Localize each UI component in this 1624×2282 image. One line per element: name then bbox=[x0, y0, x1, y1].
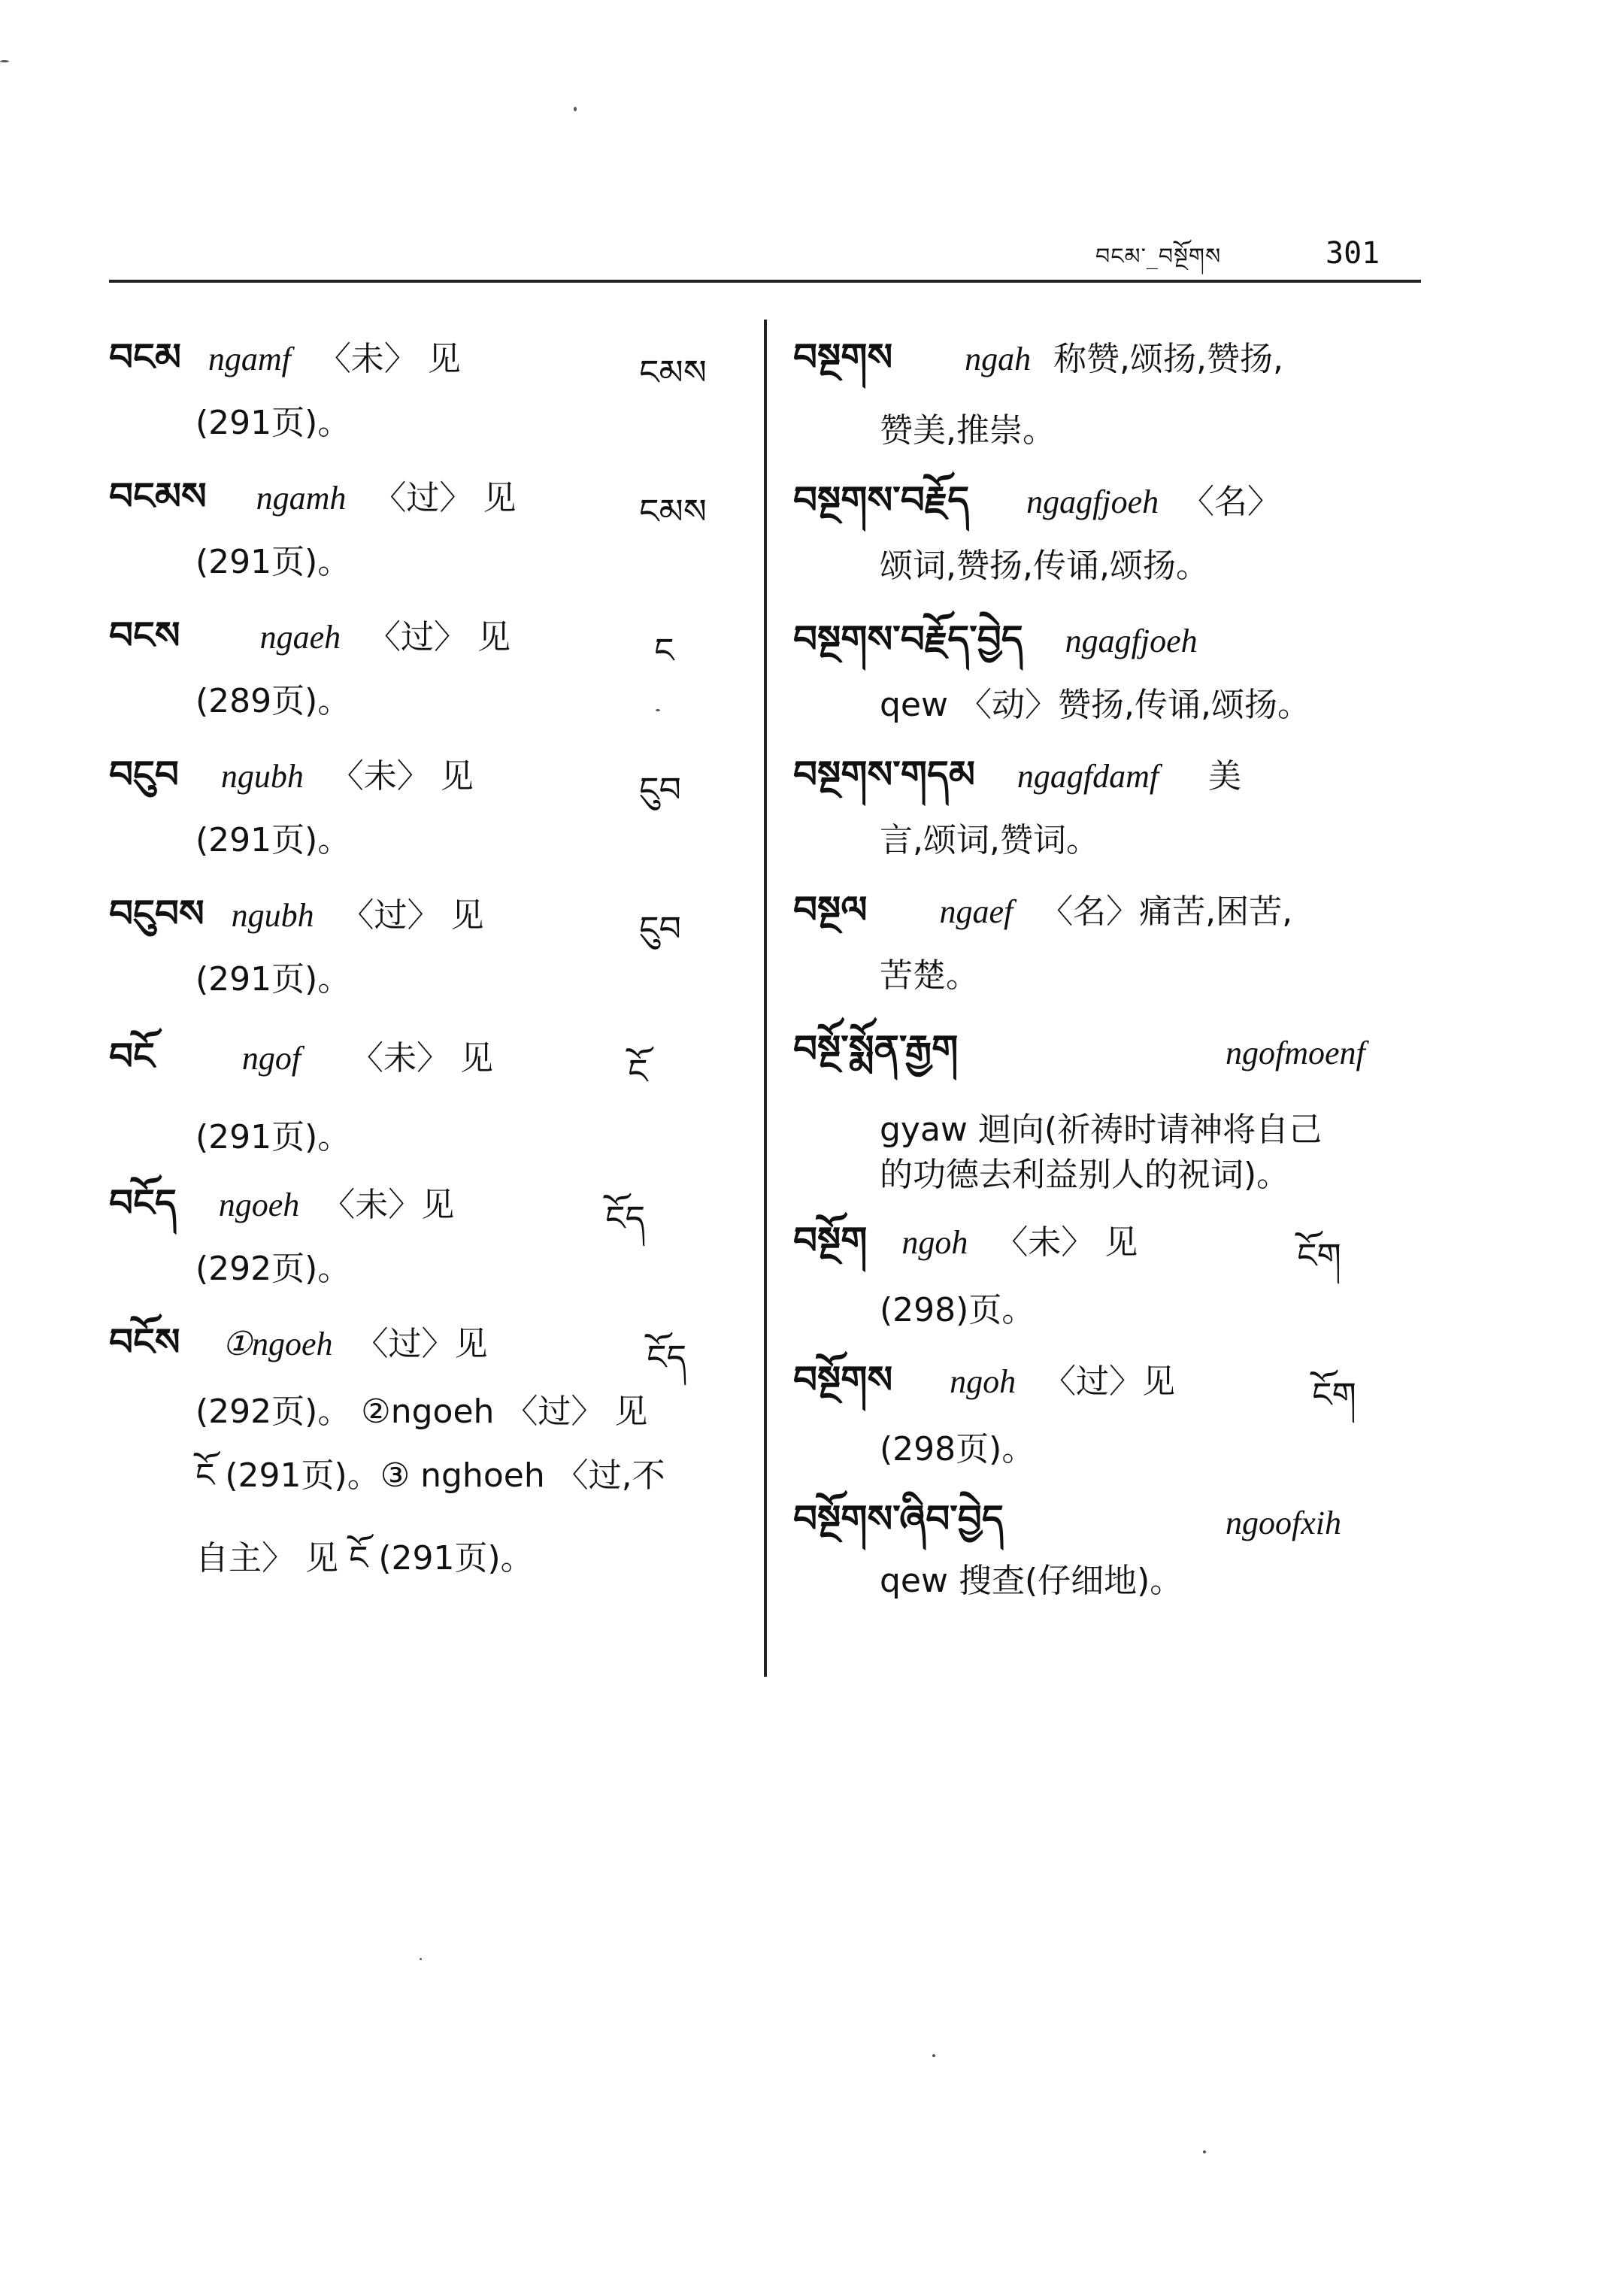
headword: བངས bbox=[109, 614, 180, 657]
definition: 〈未〉 见 bbox=[350, 1039, 493, 1077]
cross-reference: ངུབ bbox=[639, 769, 682, 810]
definition: 〈未〉 见 bbox=[317, 340, 461, 378]
romanization: ngubh bbox=[220, 758, 304, 795]
continuation-line: qew 〈动〉赞扬,传诵,颂扬。 bbox=[880, 686, 1310, 724]
scan-speck bbox=[932, 2054, 935, 2057]
romanization: ngoh bbox=[950, 1363, 1017, 1400]
page-header bbox=[109, 224, 1421, 284]
continuation-line: 言,颂词,赞词。 bbox=[880, 821, 1099, 859]
definition: 〈未〉见 bbox=[322, 1186, 455, 1224]
scan-speck bbox=[1203, 2150, 1206, 2153]
continuation-line: qew 搜查(仔细地)。 bbox=[880, 1562, 1183, 1600]
continuation-line: (291页)。 bbox=[195, 960, 351, 999]
romanization: ngoeh bbox=[218, 1186, 300, 1223]
headword: བངམ bbox=[109, 335, 181, 379]
cross-reference: ང bbox=[654, 630, 674, 671]
continuation-line: 的功德去利益别人的祝词)。 bbox=[880, 1156, 1290, 1194]
romanization: ①ngoeh bbox=[222, 1326, 333, 1362]
continuation-line: (298)页。 bbox=[880, 1291, 1035, 1329]
romanization: ngamf bbox=[208, 341, 291, 377]
romanization: ngah bbox=[965, 341, 1032, 377]
scan-speck bbox=[656, 709, 660, 711]
continuation-line: (291页)。 bbox=[195, 404, 351, 442]
cross-reference: ངུབ bbox=[639, 908, 682, 949]
cross-reference: ངམས bbox=[639, 352, 707, 392]
romanization: ngoofxih bbox=[1226, 1505, 1341, 1541]
cross-reference: ངམས bbox=[639, 491, 707, 532]
definition: 〈名〉痛苦,困苦, bbox=[1040, 892, 1293, 931]
romanization: ngof bbox=[241, 1040, 301, 1077]
continuation-line: ངོ (291页)。③ nghoeh 〈过,不 bbox=[195, 1456, 665, 1495]
romanization: ngagfjoeh bbox=[1065, 623, 1198, 659]
headword: བསྔགས་བརྗོད་བྱེད bbox=[793, 617, 1023, 661]
romanization: ngubh bbox=[231, 897, 314, 934]
romanization: ngaeh bbox=[259, 619, 341, 656]
romanization: ngamh bbox=[256, 480, 347, 517]
continuation-line: (292页)。 bbox=[195, 1250, 351, 1288]
romanization: ngofmoenf bbox=[1226, 1035, 1365, 1071]
headword: བསྔལ bbox=[793, 888, 868, 932]
headword: བངོས bbox=[109, 1320, 180, 1364]
headword: བསྔགས་བརྗོད bbox=[793, 478, 970, 522]
page-number: 301 bbox=[1326, 236, 1380, 271]
definition: 〈过〉见 bbox=[355, 1325, 488, 1363]
definition: 〈过〉 见 bbox=[341, 896, 484, 935]
continuation-line: (298页)。 bbox=[880, 1430, 1035, 1468]
cross-reference: ངོད bbox=[647, 1337, 687, 1377]
continuation-line: 苦楚。 bbox=[880, 956, 979, 995]
cross-reference: ངོད bbox=[605, 1198, 646, 1238]
continuation-line: gyaw 迴向(祈祷时请神将自己 bbox=[880, 1111, 1323, 1149]
scan-speck bbox=[0, 60, 9, 62]
continuation-line: (291页)。 bbox=[195, 821, 351, 859]
definition: 〈过〉 见 bbox=[368, 618, 511, 656]
headword: བངུབ bbox=[109, 753, 179, 796]
definition: 〈未〉 见 bbox=[995, 1223, 1138, 1262]
header-rule bbox=[109, 280, 1421, 283]
definition: 〈名〉 bbox=[1181, 483, 1281, 521]
continuation-line: (291页)。 bbox=[195, 1118, 351, 1156]
scan-speck bbox=[574, 107, 577, 111]
continuation-line: 颂词,赞扬,传诵,颂扬。 bbox=[880, 547, 1209, 585]
cross-reference: ངོ bbox=[628, 1051, 648, 1092]
column-divider bbox=[764, 320, 767, 1677]
romanization: ngoh bbox=[901, 1224, 968, 1261]
headword: བསྔོ་སྨོན་རྒྱག bbox=[793, 1027, 959, 1071]
definition: 称赞,颂扬,赞扬, bbox=[1053, 340, 1284, 378]
scan-speck bbox=[420, 1958, 422, 1960]
definition: 美 bbox=[1208, 757, 1242, 796]
headword: བསྔགས་གདམ bbox=[793, 753, 975, 796]
continuation-line: (291页)。 bbox=[195, 543, 351, 581]
continuation-line: 自主〉 见 ངོ (291页)。 bbox=[195, 1539, 534, 1577]
continuation-line: (289页)。 bbox=[195, 682, 351, 720]
definition: 〈过〉 见 bbox=[373, 479, 517, 517]
romanization: ngagfdamf bbox=[1017, 758, 1159, 795]
headword: བངོད bbox=[109, 1181, 177, 1225]
continuation-line: (292页)。 ②ngoeh 〈过〉 见 bbox=[195, 1393, 648, 1431]
headword: བསྔོགས་ཞིབ་བྱེད bbox=[793, 1497, 1004, 1541]
headword: བསྔགས bbox=[793, 335, 893, 379]
cross-reference: ངོག bbox=[1312, 1374, 1356, 1415]
cross-reference: ངོག bbox=[1297, 1235, 1341, 1276]
definition: 〈未〉 见 bbox=[330, 757, 474, 796]
running-head: བངམ་_བསྔོགས bbox=[1095, 244, 1222, 270]
headword: བསྔོགས bbox=[793, 1358, 893, 1402]
definition: 〈过〉见 bbox=[1043, 1362, 1176, 1401]
headword: བངོ bbox=[109, 1035, 155, 1078]
headword: བངུབས bbox=[109, 892, 205, 935]
headword: བསྔོག bbox=[793, 1219, 868, 1262]
romanization: ngaef bbox=[939, 893, 1013, 930]
romanization: ngagfjoeh bbox=[1026, 483, 1159, 520]
headword: བངམས bbox=[109, 474, 207, 518]
continuation-line: 赞美,推崇。 bbox=[880, 411, 1056, 450]
